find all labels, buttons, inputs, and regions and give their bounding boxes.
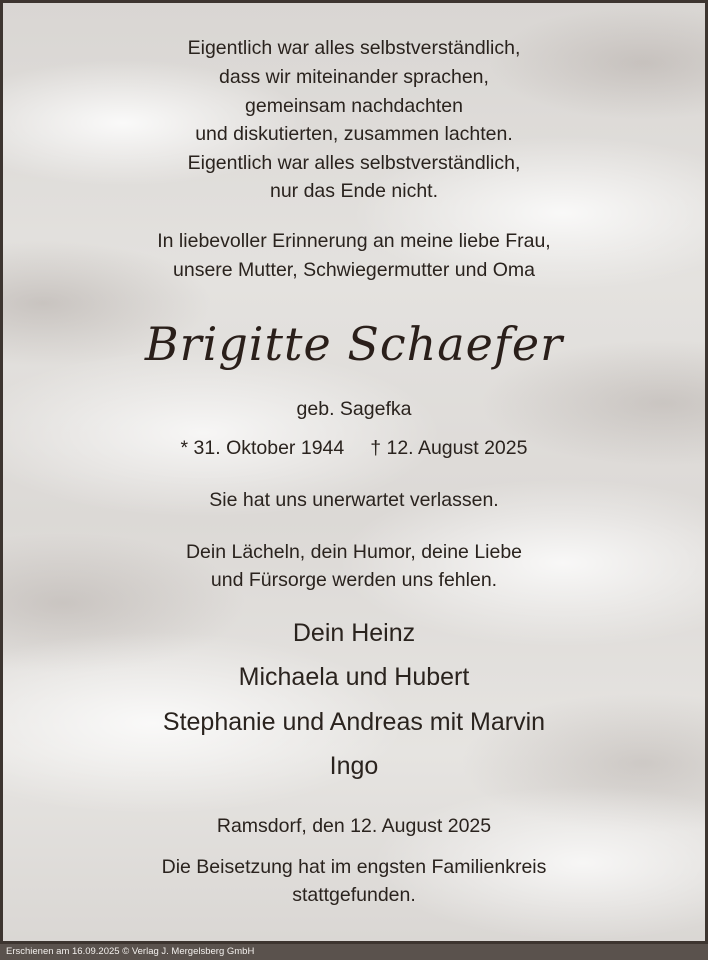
family-member: Michaela und Hubert [238, 663, 470, 691]
message: Sie hat uns unerwartet verlassen. [209, 489, 499, 511]
birth-date: * 31. Oktober 1944 [180, 437, 345, 459]
family-member: Ingo [329, 752, 379, 780]
family-member: Dein Heinz [292, 619, 416, 647]
poem-line: und diskutierten, zusammen lachten. [195, 123, 513, 145]
birth-name: geb. Sagefka [296, 398, 412, 420]
poem-line: dass wir miteinander sprachen, [219, 66, 489, 88]
life-dates [3, 437, 705, 460]
family-member: Stephanie und Andreas mit Marvin [162, 708, 546, 736]
poem-line: Eigentlich war alles selbstverständlich, [187, 37, 521, 59]
publication-footer: Erschienen am 16.09.2025 © Verlag J. Mergelsberg GmbH [0, 944, 708, 960]
place-date: Ramsdorf, den 12. August 2025 [216, 815, 492, 837]
funeral-note-line: stattgefunden. [292, 884, 416, 906]
poem-line: Eigentlich war alles selbstverständlich, [187, 152, 521, 174]
deceased-name: Brigitte Schaefer [144, 317, 564, 371]
poem-line: gemeinsam nachdachten [245, 95, 463, 117]
poem-line: nur das Ende nicht. [269, 180, 439, 202]
death-date: † 12. August 2025 [370, 437, 528, 459]
dedication-line: In liebevoller Erinnerung an meine liebe Frau, [157, 230, 551, 252]
dedication-line: unsere Mutter, Schwiegermutter und Oma [173, 259, 535, 281]
tribute-line: Dein Lächeln, dein Humor, deine Liebe [185, 541, 523, 563]
tribute-line: und Fürsorge werden uns fehlen. [210, 569, 498, 591]
funeral-note-line: Die Beisetzung hat im engsten Familienkreis [161, 856, 547, 878]
